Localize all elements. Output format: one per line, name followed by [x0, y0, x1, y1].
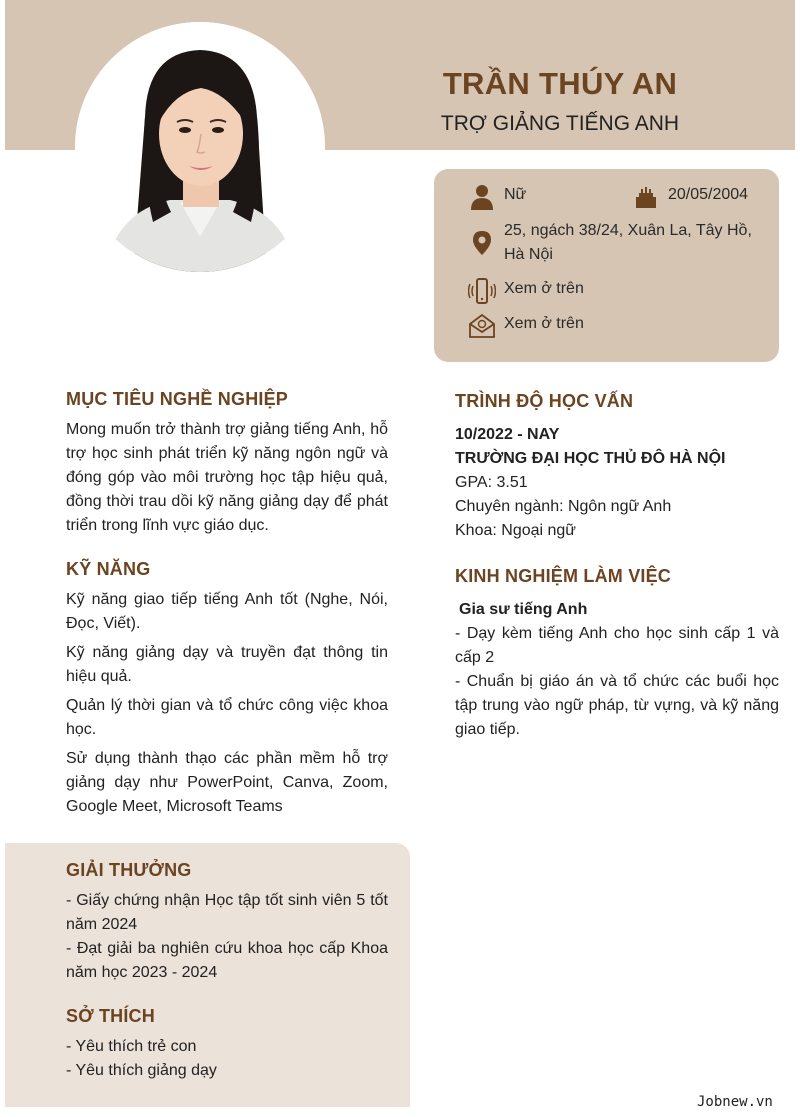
skill-item: Sử dụng thành thạo các phần mềm hỗ trợ giảng dạy như PowerPoint, Canva, Zoom, Google Meet, Microsoft Teams — [66, 750, 388, 815]
contact-info-box — [434, 169, 779, 362]
education-gpa: GPA: 3.51 — [455, 474, 528, 491]
skills-title: KỸ NĂNG — [66, 559, 151, 579]
candidate-name: TRẦN THÚY AN — [442, 66, 678, 101]
awards-title: GIẢI THƯỞNG — [66, 860, 192, 880]
education-block — [455, 423, 779, 543]
experience-item: - Chuẩn bị giáo án và tổ chức các buổi học tập trung vào ngữ pháp, từ vựng, và kỹ năng giao tiếp. — [455, 673, 779, 738]
person-icon — [468, 183, 496, 211]
hobby-item: - Yêu thích trẻ con — [66, 1038, 197, 1055]
education-period: 10/2022 - NAY — [455, 426, 560, 443]
education-faculty: Khoa: Ngoại ngữ — [455, 522, 577, 539]
address-row — [468, 219, 768, 267]
footer-brand: Jobnew.vn — [697, 1094, 773, 1110]
hobbies-title: SỞ THÍCH — [66, 1006, 155, 1026]
experience-title: KINH NGHIỆM LÀM VIỆC — [455, 566, 672, 586]
award-item: - Đạt giải ba nghiên cứu khoa học cấp Khoa năm học 2023 - 2024 — [66, 940, 388, 981]
education-major: Chuyên ngành: Ngôn ngữ Anh — [455, 498, 672, 515]
email-value: Xem ở trên — [504, 315, 584, 332]
objective-title: MỤC TIÊU NGHỀ NGHIỆP — [66, 389, 289, 409]
gender-row — [468, 183, 526, 211]
phone-value: Xem ở trên — [504, 280, 584, 297]
phone-icon — [468, 277, 496, 305]
experience-role: Gia sư tiếng Anh — [459, 601, 588, 618]
education-title: TRÌNH ĐỘ HỌC VẤN — [455, 391, 634, 411]
birthdate-row — [632, 183, 748, 211]
email-icon — [468, 312, 496, 340]
skills-list — [66, 588, 388, 824]
skill-item: Quản lý thời gian và tổ chức công việc khoa học. — [66, 697, 388, 738]
awards-list — [66, 889, 388, 985]
phone-row — [468, 277, 584, 305]
objective-text: Mong muốn trở thành trợ giảng tiếng Anh, hỗ trợ học sinh phát triển kỹ năng ngôn ngữ và đóng góp vào môi trường học tập hiệu quả, đồng thời trau dồi kỹ năng giảng dạy để phát triển trong lĩnh vực giáo dục. — [66, 421, 388, 534]
location-pin-icon — [468, 229, 496, 257]
education-school: TRƯỜNG ĐẠI HỌC THỦ ĐÔ HÀ NỘI — [455, 450, 726, 467]
email-row — [468, 312, 584, 340]
address-value: 25, ngách 38/24, Xuân La, Tây Hồ, Hà Nội — [504, 222, 752, 263]
job-title: TRỢ GIẢNG TIẾNG ANH — [440, 112, 680, 135]
skill-item: Kỹ năng giao tiếp tiếng Anh tốt (Nghe, Nói, Đọc, Viết). — [66, 591, 388, 632]
experience-item: - Dạy kèm tiếng Anh cho học sinh cấp 1 và cấp 2 — [455, 625, 779, 666]
profile-photo — [75, 22, 325, 272]
award-item: - Giấy chứng nhận Học tập tốt sinh viên 5 tốt năm 2024 — [66, 892, 388, 933]
hobby-item: - Yêu thích giảng dạy — [66, 1062, 217, 1079]
skill-item: Kỹ năng giảng dạy và truyền đạt thông tin hiệu quả. — [66, 644, 388, 685]
hobbies-list — [66, 1035, 388, 1083]
gender-value: Nữ — [504, 186, 527, 203]
experience-block — [455, 598, 779, 742]
birthdate-value: 20/05/2004 — [668, 186, 749, 203]
birthday-cake-icon — [632, 183, 660, 211]
